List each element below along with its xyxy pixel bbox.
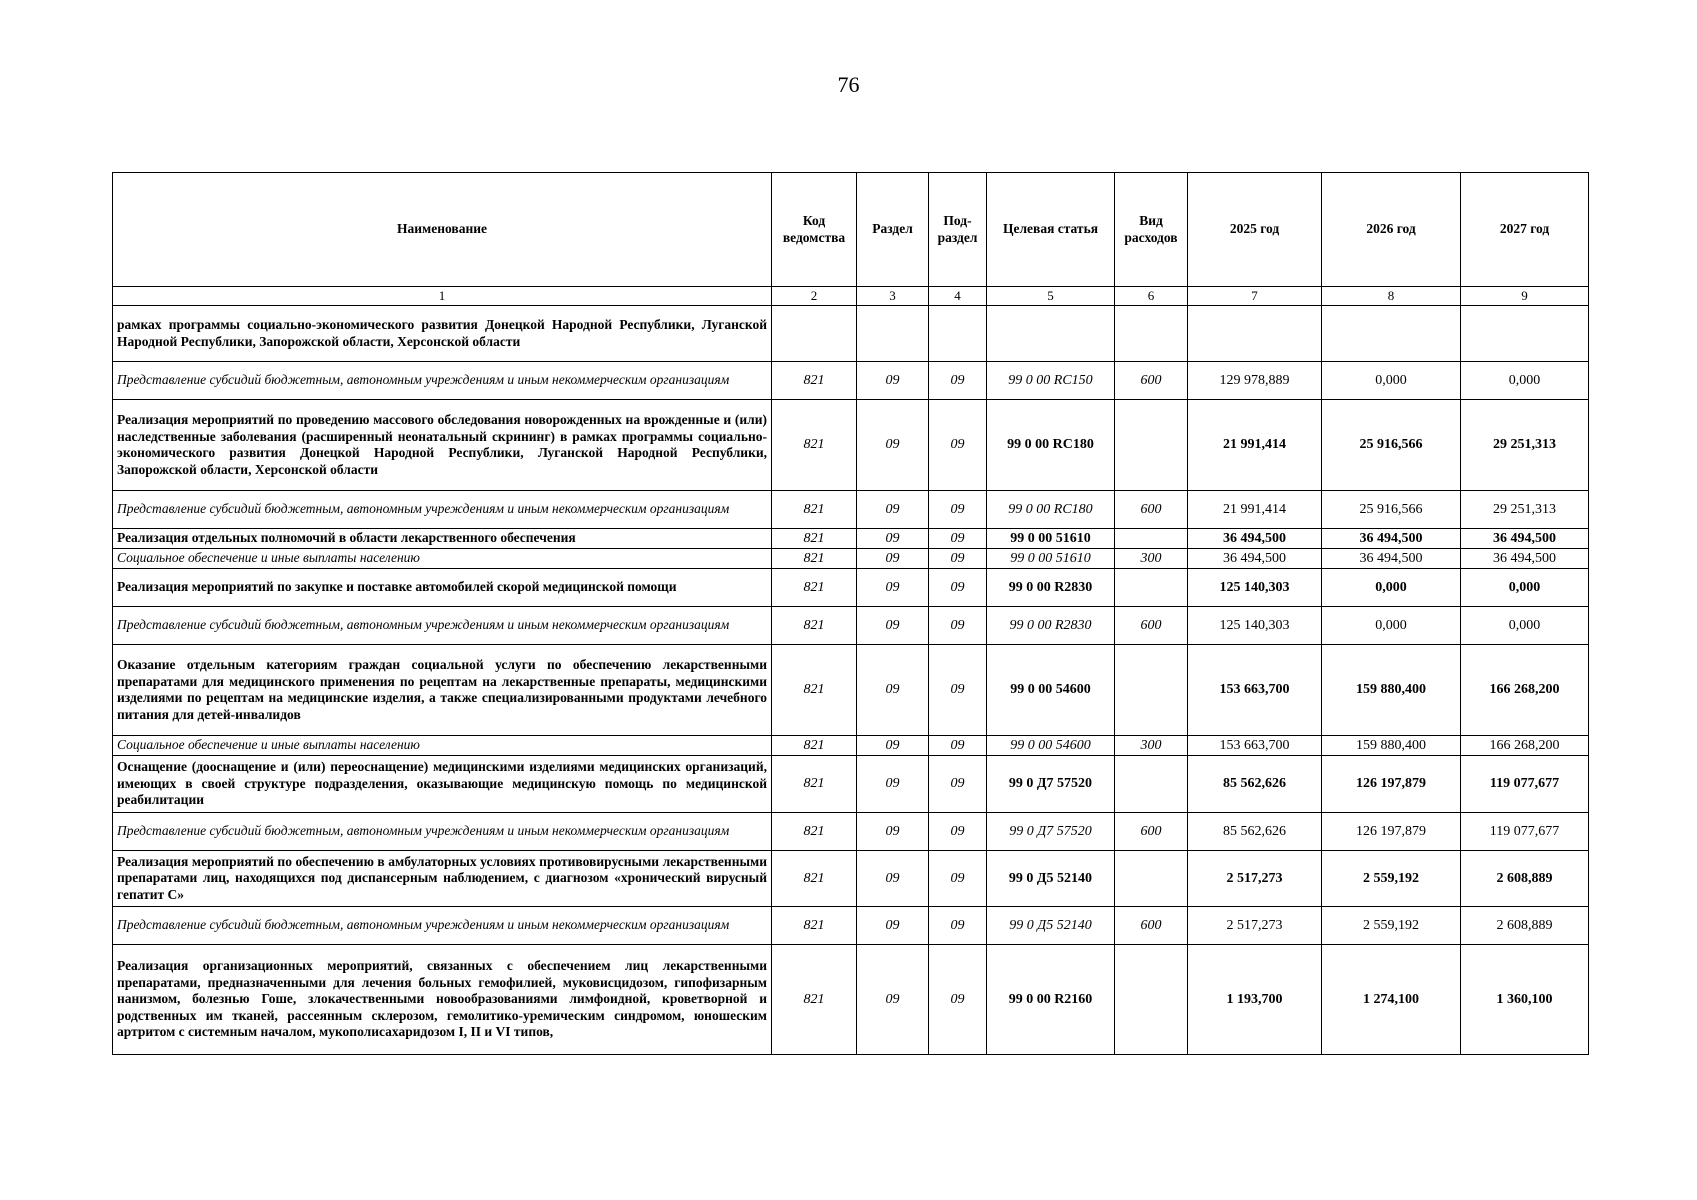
column-number: 6 xyxy=(1115,287,1188,306)
header-kind: Вид расходов xyxy=(1115,173,1188,287)
row-amount-2026: 36 494,500 xyxy=(1322,529,1461,549)
row-target-article xyxy=(987,306,1115,362)
row-amount-2025: 36 494,500 xyxy=(1188,529,1322,549)
column-number-row xyxy=(113,287,1589,306)
table-header-row xyxy=(113,173,1589,287)
row-amount-2025: 129 978,889 xyxy=(1188,362,1322,400)
row-subsection xyxy=(929,306,987,362)
table-row xyxy=(113,945,1589,1055)
row-name: Оказание отдельным категориям граждан социальной услуги по обеспечению лекарственными препаратами для медицинского применения по рецептам на лекарственные препараты, медицинскими изделиями по рецептам на медицинские изделия, а также специализированными продуктами лечебного питания для детей-инвалидов xyxy=(113,645,772,736)
row-dept-code: 821 xyxy=(772,607,857,645)
row-name: Представление субсидий бюджетным, автономным учреждениям и иным некоммерческим организациям xyxy=(113,491,772,529)
row-name: Представление субсидий бюджетным, автономным учреждениям и иным некоммерческим организациям xyxy=(113,607,772,645)
row-subsection: 09 xyxy=(929,549,987,569)
row-expense-kind xyxy=(1115,569,1188,607)
row-subsection: 09 xyxy=(929,362,987,400)
row-amount-2027: 166 268,200 xyxy=(1461,736,1589,756)
column-number: 1 xyxy=(113,287,772,306)
row-expense-kind: 600 xyxy=(1115,813,1188,851)
row-amount-2026: 126 197,879 xyxy=(1322,756,1461,813)
row-section: 09 xyxy=(857,529,929,549)
table-row xyxy=(113,736,1589,756)
row-amount-2027: 119 077,677 xyxy=(1461,813,1589,851)
row-dept-code: 821 xyxy=(772,813,857,851)
row-section: 09 xyxy=(857,607,929,645)
row-name: Оснащение (дооснащение и (или) переоснащение) медицинскими изделиями медицинских организаций, имеющих в своей структуре подразделения, оказывающие медицинскую помощь по медицинской реабилитации xyxy=(113,756,772,813)
row-section xyxy=(857,306,929,362)
row-amount-2026: 2 559,192 xyxy=(1322,907,1461,945)
row-name: Реализация отдельных полномочий в области лекарственного обеспечения xyxy=(113,529,772,549)
budget-table xyxy=(112,172,1589,1055)
row-dept-code xyxy=(772,306,857,362)
row-name: Реализация мероприятий по обеспечению в амбулаторных условиях противовирусными лекарственными препаратами лиц, находящихся под диспансерным наблюдением, с диагнозом «хронический вирусный гепатит С» xyxy=(113,851,772,907)
table-row xyxy=(113,400,1589,491)
row-amount-2026: 159 880,400 xyxy=(1322,736,1461,756)
row-subsection: 09 xyxy=(929,851,987,907)
row-amount-2025: 153 663,700 xyxy=(1188,645,1322,736)
row-amount-2025: 36 494,500 xyxy=(1188,549,1322,569)
row-amount-2026: 159 880,400 xyxy=(1322,645,1461,736)
row-amount-2026: 0,000 xyxy=(1322,607,1461,645)
row-subsection: 09 xyxy=(929,736,987,756)
row-subsection: 09 xyxy=(929,756,987,813)
row-amount-2027: 29 251,313 xyxy=(1461,491,1589,529)
row-name: Реализация организационных мероприятий, связанных с обеспечением лиц лекарственными препаратами, предназначенными для лечения больных гемофилией, муковисцидозом, гипофизарным нанизмом, болезнью Гоше, злокачественными новообразованиями лимфоидной, кроветворной и родственных им тканей, рассеянным склерозом, гемолитико-уремическим синдромом, юношеским артритом с системным началом, мукополисахаридозом I, II и VI типов, xyxy=(113,945,772,1055)
row-dept-code: 821 xyxy=(772,945,857,1055)
row-amount-2027: 2 608,889 xyxy=(1461,907,1589,945)
row-amount-2025: 153 663,700 xyxy=(1188,736,1322,756)
row-amount-2027: 29 251,313 xyxy=(1461,400,1589,491)
row-amount-2025: 1 193,700 xyxy=(1188,945,1322,1055)
row-amount-2026: 126 197,879 xyxy=(1322,813,1461,851)
column-number: 8 xyxy=(1322,287,1461,306)
row-amount-2027: 1 360,100 xyxy=(1461,945,1589,1055)
row-section: 09 xyxy=(857,645,929,736)
row-expense-kind: 600 xyxy=(1115,362,1188,400)
column-number: 5 xyxy=(987,287,1115,306)
table-row xyxy=(113,306,1589,362)
row-amount-2025: 85 562,626 xyxy=(1188,813,1322,851)
row-amount-2027: 0,000 xyxy=(1461,569,1589,607)
row-amount-2025: 2 517,273 xyxy=(1188,851,1322,907)
row-target-article: 99 0 00 54600 xyxy=(987,645,1115,736)
row-subsection: 09 xyxy=(929,529,987,549)
table-row xyxy=(113,529,1589,549)
row-target-article: 99 0 00 51610 xyxy=(987,529,1115,549)
table-row xyxy=(113,549,1589,569)
row-dept-code: 821 xyxy=(772,851,857,907)
row-expense-kind: 300 xyxy=(1115,549,1188,569)
row-section: 09 xyxy=(857,945,929,1055)
column-number: 2 xyxy=(772,287,857,306)
row-target-article: 99 0 00 R2830 xyxy=(987,569,1115,607)
row-subsection: 09 xyxy=(929,400,987,491)
table-row xyxy=(113,607,1589,645)
table-row xyxy=(113,756,1589,813)
row-dept-code: 821 xyxy=(772,549,857,569)
row-section: 09 xyxy=(857,907,929,945)
table-row xyxy=(113,813,1589,851)
row-name: Социальное обеспечение и иные выплаты населению xyxy=(113,549,772,569)
row-section: 09 xyxy=(857,549,929,569)
row-section: 09 xyxy=(857,756,929,813)
row-subsection: 09 xyxy=(929,491,987,529)
row-target-article: 99 0 00 RC180 xyxy=(987,491,1115,529)
row-section: 09 xyxy=(857,491,929,529)
row-target-article: 99 0 Д7 57520 xyxy=(987,756,1115,813)
row-target-article: 99 0 00 54600 xyxy=(987,736,1115,756)
header-name: Наименование xyxy=(113,173,772,287)
table-row xyxy=(113,362,1589,400)
row-amount-2027: 0,000 xyxy=(1461,607,1589,645)
row-dept-code: 821 xyxy=(772,362,857,400)
row-dept-code: 821 xyxy=(772,529,857,549)
table-row xyxy=(113,569,1589,607)
header-section: Раздел xyxy=(857,173,929,287)
row-amount-2026: 0,000 xyxy=(1322,362,1461,400)
row-target-article: 99 0 00 RC180 xyxy=(987,400,1115,491)
row-amount-2025: 125 140,303 xyxy=(1188,569,1322,607)
row-amount-2027: 36 494,500 xyxy=(1461,549,1589,569)
row-amount-2027: 119 077,677 xyxy=(1461,756,1589,813)
row-name: Представление субсидий бюджетным, автономным учреждениям и иным некоммерческим организациям xyxy=(113,362,772,400)
row-target-article: 99 0 Д5 52140 xyxy=(987,907,1115,945)
row-amount-2025: 2 517,273 xyxy=(1188,907,1322,945)
row-dept-code: 821 xyxy=(772,645,857,736)
row-expense-kind xyxy=(1115,529,1188,549)
header-subsection: Под-раздел xyxy=(929,173,987,287)
row-amount-2027: 2 608,889 xyxy=(1461,851,1589,907)
table-row xyxy=(113,645,1589,736)
row-expense-kind: 600 xyxy=(1115,907,1188,945)
row-dept-code: 821 xyxy=(772,491,857,529)
header-code: Код ведомства xyxy=(772,173,857,287)
row-target-article: 99 0 Д7 57520 xyxy=(987,813,1115,851)
row-amount-2025: 85 562,626 xyxy=(1188,756,1322,813)
row-expense-kind xyxy=(1115,306,1188,362)
row-name: Реализация мероприятий по закупке и поставке автомобилей скорой медицинской помощи xyxy=(113,569,772,607)
row-amount-2026: 2 559,192 xyxy=(1322,851,1461,907)
table-row xyxy=(113,851,1589,907)
row-amount-2025: 21 991,414 xyxy=(1188,491,1322,529)
row-dept-code: 821 xyxy=(772,907,857,945)
row-expense-kind xyxy=(1115,645,1188,736)
row-dept-code: 821 xyxy=(772,736,857,756)
row-target-article: 99 0 00 R2160 xyxy=(987,945,1115,1055)
row-dept-code: 821 xyxy=(772,400,857,491)
page-number: 76 xyxy=(837,72,860,97)
row-amount-2025: 125 140,303 xyxy=(1188,607,1322,645)
row-target-article: 99 0 Д5 52140 xyxy=(987,851,1115,907)
row-expense-kind xyxy=(1115,400,1188,491)
row-amount-2026: 36 494,500 xyxy=(1322,549,1461,569)
row-name: Представление субсидий бюджетным, автономным учреждениям и иным некоммерческим организациям xyxy=(113,907,772,945)
row-target-article: 99 0 00 RC150 xyxy=(987,362,1115,400)
row-amount-2026: 0,000 xyxy=(1322,569,1461,607)
row-expense-kind xyxy=(1115,851,1188,907)
row-dept-code: 821 xyxy=(772,756,857,813)
row-amount-2025 xyxy=(1188,306,1322,362)
header-target: Целевая статья xyxy=(987,173,1115,287)
row-amount-2027: 0,000 xyxy=(1461,362,1589,400)
row-name: Социальное обеспечение и иные выплаты населению xyxy=(113,736,772,756)
row-amount-2027: 36 494,500 xyxy=(1461,529,1589,549)
row-amount-2026: 25 916,566 xyxy=(1322,400,1461,491)
row-amount-2026 xyxy=(1322,306,1461,362)
row-subsection: 09 xyxy=(929,813,987,851)
table-row xyxy=(113,491,1589,529)
column-number: 4 xyxy=(929,287,987,306)
row-dept-code: 821 xyxy=(772,569,857,607)
table-row xyxy=(113,907,1589,945)
row-expense-kind: 300 xyxy=(1115,736,1188,756)
header-2025: 2025 год xyxy=(1188,173,1322,287)
column-number: 9 xyxy=(1461,287,1589,306)
row-section: 09 xyxy=(857,569,929,607)
row-subsection: 09 xyxy=(929,945,987,1055)
row-subsection: 09 xyxy=(929,569,987,607)
row-name: Реализация мероприятий по проведению массового обследования новорожденных на врожденные и (или) наследственные заболевания (расширенный неонатальный скрининг) в рамках программы социально-экономического развития Донецкой Народной Республики, Луганской Народной Республики, Запорожской области, Херсонской области xyxy=(113,400,772,491)
header-2027: 2027 год xyxy=(1461,173,1589,287)
row-section: 09 xyxy=(857,851,929,907)
row-amount-2026: 25 916,566 xyxy=(1322,491,1461,529)
row-target-article: 99 0 00 51610 xyxy=(987,549,1115,569)
row-subsection: 09 xyxy=(929,607,987,645)
table-body xyxy=(113,306,1589,1055)
column-number: 3 xyxy=(857,287,929,306)
row-amount-2027 xyxy=(1461,306,1589,362)
row-expense-kind xyxy=(1115,945,1188,1055)
row-expense-kind: 600 xyxy=(1115,607,1188,645)
row-amount-2026: 1 274,100 xyxy=(1322,945,1461,1055)
row-expense-kind xyxy=(1115,756,1188,813)
row-section: 09 xyxy=(857,813,929,851)
header-2026: 2026 год xyxy=(1322,173,1461,287)
row-section: 09 xyxy=(857,736,929,756)
row-name: рамках программы социально-экономического развития Донецкой Народной Республики, Луганской Народной Республики, Запорожской области, Херсонской области xyxy=(113,306,772,362)
column-number: 7 xyxy=(1188,287,1322,306)
row-section: 09 xyxy=(857,400,929,491)
row-amount-2025: 21 991,414 xyxy=(1188,400,1322,491)
row-section: 09 xyxy=(857,362,929,400)
row-expense-kind: 600 xyxy=(1115,491,1188,529)
row-name: Представление субсидий бюджетным, автономным учреждениям и иным некоммерческим организациям xyxy=(113,813,772,851)
row-subsection: 09 xyxy=(929,907,987,945)
row-subsection: 09 xyxy=(929,645,987,736)
row-target-article: 99 0 00 R2830 xyxy=(987,607,1115,645)
row-amount-2027: 166 268,200 xyxy=(1461,645,1589,736)
